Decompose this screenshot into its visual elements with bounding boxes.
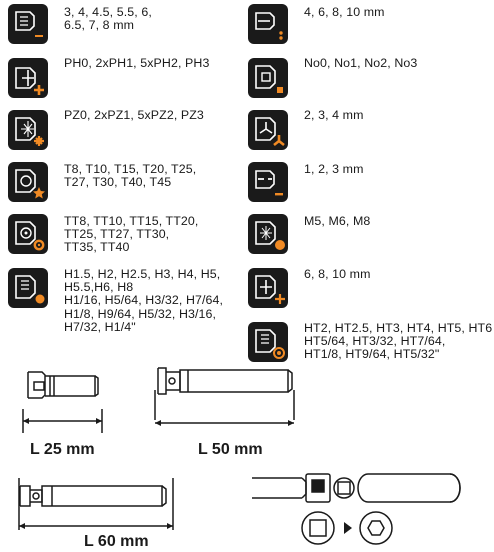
dimension-label: L 25 mm [30,441,95,458]
bit-60mm-drawing [10,476,210,536]
square-bit-icon [248,58,288,98]
spec-line: HT5/64, HT3/32, HT7/64, [304,334,446,349]
spec-line: 6, 8, 10 mm [304,267,371,281]
pozidriv-bit-icon [8,110,48,150]
bit-25mm-drawing [14,364,114,434]
spec-line: 4, 6, 8, 10 mm [304,5,385,19]
spec-line: 1, 2, 3 mm [304,162,364,176]
torx-bit-star-icon [8,162,48,202]
spec-line: HT1/8, HT9/64, HT5/32" [304,347,440,362]
spec-line: TT35, TT40 [64,240,130,255]
dimension-label: L 60 mm [84,533,149,550]
spec-line: H1/16, H5/64, H3/32, H7/64, [64,293,224,308]
spec-line: TT25, TT27, TT30, [64,227,170,242]
spec-line: 6.5, 7, 8 mm [64,18,135,33]
spec-line: H1/8, H9/64, H5/32, H3/16, [64,306,217,321]
spec-line: PZ0, 2xPZ1, 5xPZ2, PZ3 [64,108,204,122]
phillips-bit-plus-icon [8,58,48,98]
hex-bit-minus-icon [8,4,48,44]
spanner-bit-dash-icon [248,162,288,202]
spec-line: T27, T30, T40, T45 [64,175,172,190]
security-hex-bit-icon [248,322,288,362]
dimension-label: L 50 mm [198,441,263,458]
spec-line: T8, T10, T15, T20, T25, [64,162,197,176]
socket-adapter-drawing [250,462,490,552]
tamper-torx-bit-icon [8,214,48,254]
spec-line: H7/32, H1/4" [64,319,136,334]
spec-line: 3, 4, 4.5, 5.5, 6, [64,5,152,19]
spec-line: H5.5,H6, H8 [64,280,134,295]
spec-line: No0, No1, No2, No3 [304,56,418,70]
slotted-bit-colon-icon [248,4,288,44]
spec-line: PH0, 2xPH1, 5xPH2, PH3 [64,56,210,70]
spline-bit-dot-icon [248,214,288,254]
bit-50mm-drawing [148,358,308,438]
spec-line: M5, M6, M8 [304,214,371,228]
torq-set-bit-plus-icon [248,268,288,308]
spec-line: H1.5, H2, H2.5, H3, H4, H5, [64,267,221,281]
hex-bit-dot-icon [8,268,48,308]
spec-line: TT8, TT10, TT15, TT20, [64,214,199,228]
tri-wing-bit-icon [248,110,288,150]
spec-line: 2, 3, 4 mm [304,108,364,122]
spec-line: HT2, HT2.5, HT3, HT4, HT5, HT6 [304,321,493,335]
